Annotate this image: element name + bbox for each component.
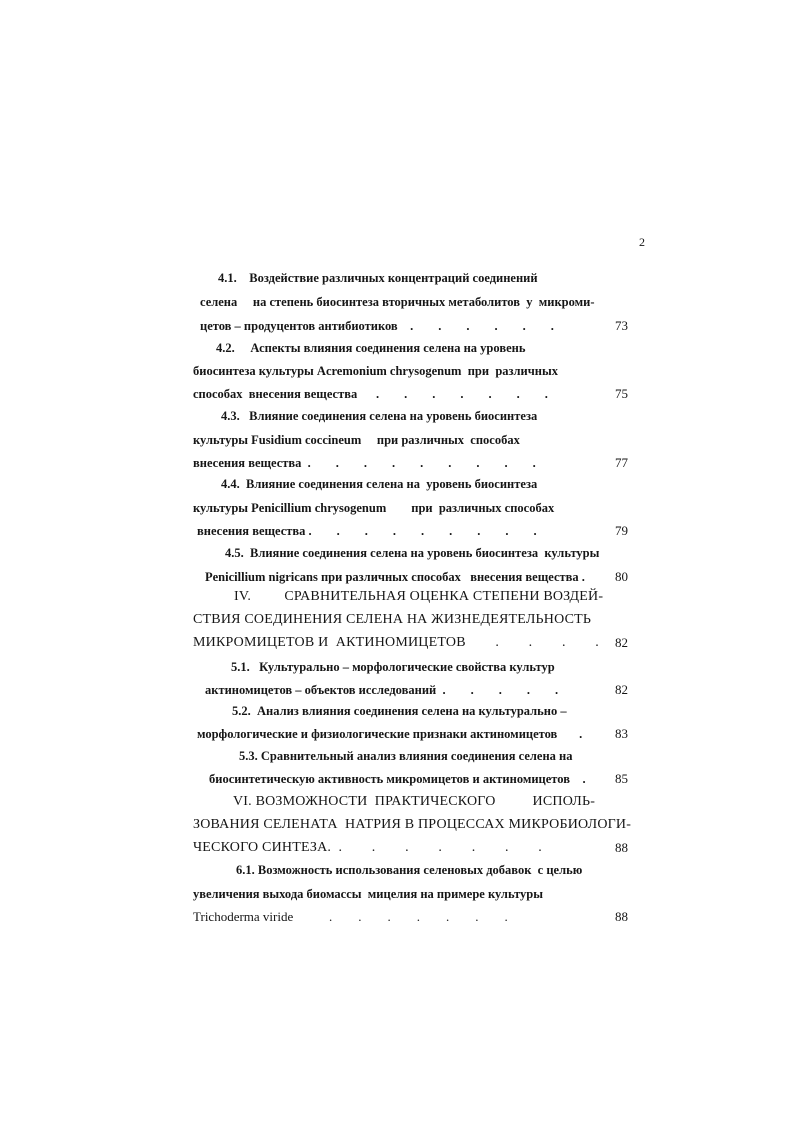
toc-chapter-6-line-1: VI. ВОЗМОЖНОСТИ ПРАКТИЧЕСКОГО ИСПОЛЬ- [233, 794, 596, 809]
toc-entry-5-2-page: 83 [615, 726, 628, 741]
toc-entry-4-1-page: 73 [615, 318, 628, 333]
toc-entry-5-1-line-1: 5.1. Культурально – морфологические свойства культур [231, 660, 555, 674]
toc-chapter-6-line-3: ЧЕСКОГО СИНТЕЗА. . . . . . . . [193, 840, 543, 855]
toc-entry-4-1-line-1: 4.1. Воздействие различных концентраций соединений [218, 271, 538, 285]
toc-entry-6-1-line-2: увеличения выхода биомассы мицелия на примере культуры [193, 887, 544, 901]
toc-entry-6-1-page: 88 [615, 909, 628, 924]
toc-chapter-4-line-3: МИКРОМИЦЕТОВ И АКТИНОМИЦЕТОВ . . . . [193, 635, 599, 650]
toc-chapter-4-line-2: СТВИЯ СОЕДИНЕНИЯ СЕЛЕНА НА ЖИЗНЕДЕЯТЕЛЬНОСТЬ [193, 612, 592, 627]
page-number: 2 [639, 235, 645, 249]
toc-entry-4-2-line-1: 4.2. Аспекты влияния соединения селена на уровень [216, 341, 526, 355]
toc-entry-4-4-line-1: 4.4. Влияние соединения селена на уровень биосинтеза [221, 477, 538, 491]
toc-entry-5-3-line-1: 5.3. Сравнительный анализ влияния соединения селена на [239, 749, 573, 763]
toc-entry-4-5-line-2: Penicillium nigricans при различных способах внесения вещества . [205, 570, 585, 584]
toc-entry-4-3-line-1: 4.3. Влияние соединения селена на уровень биосинтеза [221, 409, 538, 423]
toc-entry-4-3-page: 77 [615, 455, 628, 470]
toc-entry-4-4-line-2: культуры Penicillium chrysogenum при различных способах [193, 501, 555, 515]
toc-entry-4-5-line-1: 4.5. Влияние соединения селена на уровень биосинтеза культуры [225, 546, 600, 560]
toc-entry-4-3-line-2: культуры Fusidium coccineum при различных способах [193, 433, 520, 447]
toc-entry-5-3-page: 85 [615, 771, 628, 786]
toc-entry-4-4-line-3: внесения вещества . . . . . . . . . [197, 524, 537, 538]
toc-entry-4-4-page: 79 [615, 523, 628, 538]
toc-entry-5-2-line-1: 5.2. Анализ влияния соединения селена на культурально – [232, 704, 567, 718]
toc-entry-6-1-line-3: Trichoderma viride . . . . . . . [193, 909, 508, 924]
toc-chapter-4-page: 82 [615, 635, 628, 650]
toc-entry-5-3-line-2: биосинтетическую активность микромицетов и актиномицетов . [209, 772, 586, 786]
toc-entry-5-1-page: 82 [615, 682, 628, 697]
toc-chapter-4-line-1: IV. СРАВНИТЕЛЬНАЯ ОЦЕНКА СТЕПЕНИ ВОЗДЕЙ- [234, 589, 604, 604]
toc-entry-4-1-line-2: селена на степень биосинтеза вторичных метаболитов у микроми- [200, 295, 595, 309]
toc-entry-4-1-line-3: цетов – продуцентов антибиотиков . . . . . . [200, 319, 554, 333]
toc-entry-5-2-line-2: морфологические и физиологические признаки актиномицетов . [197, 727, 583, 741]
toc-entry-4-2-line-2: биосинтеза культуры Acremonium chrysogenum при различных [193, 364, 559, 378]
toc-entry-4-2-page: 75 [615, 386, 628, 401]
toc-chapter-6-page: 88 [615, 840, 628, 855]
toc-entry-4-5-page: 80 [615, 569, 628, 584]
toc-entry-4-3-line-3: внесения вещества . . . . . . . . . [193, 456, 536, 470]
toc-entry-4-2-line-3: способах внесения вещества . . . . . . . [193, 387, 548, 401]
toc-entry-6-1-line-1: 6.1. Возможность использования селеновых добавок с целью [236, 863, 583, 877]
toc-entry-5-1-line-2: актиномицетов – объектов исследований . . . . . [205, 683, 559, 697]
toc-chapter-6-line-2: ЗОВАНИЯ СЕЛЕНАТА НАТРИЯ В ПРОЦЕССАХ МИКРОБИОЛОГИ- [193, 817, 632, 832]
